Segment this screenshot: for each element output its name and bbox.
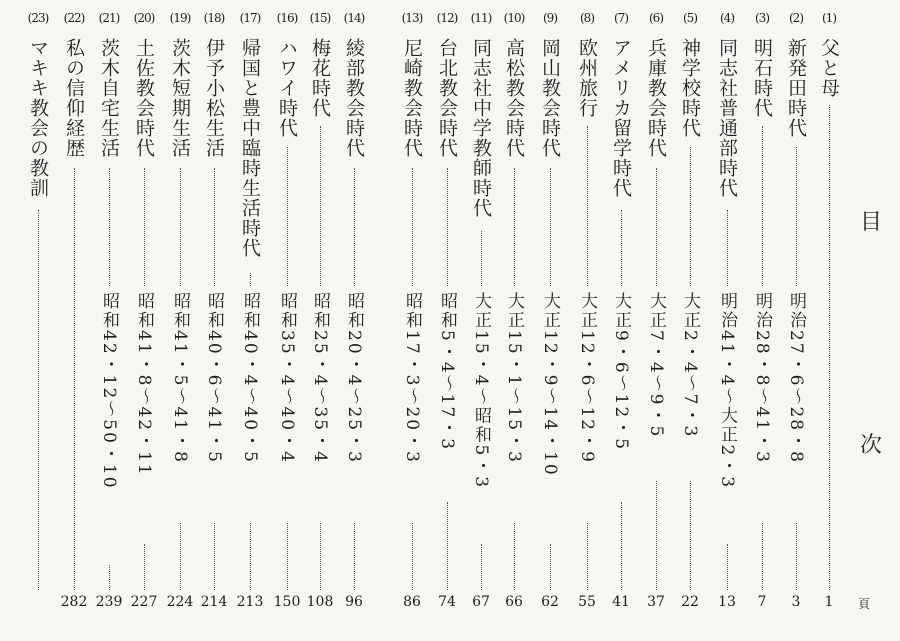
toc-heading-moku: 目 xyxy=(860,210,883,235)
entry-title: 岡山教会時代 xyxy=(539,38,561,158)
entry-page-number: 62 xyxy=(541,594,559,610)
entry-number: (23) xyxy=(27,11,49,25)
leader-dots xyxy=(587,523,588,590)
leader-dots xyxy=(762,523,763,590)
leader-dots xyxy=(727,544,728,590)
toc-entry[interactable] xyxy=(124,0,164,641)
leader-dots xyxy=(287,147,288,286)
entry-dates: 大正15・4〜昭和5・3 xyxy=(471,292,491,490)
entry-dates: 昭和5・4〜17・3 xyxy=(437,292,457,452)
entry-number: (13) xyxy=(401,11,423,25)
entry-title: 明石時代 xyxy=(751,38,773,118)
leader-dots xyxy=(481,544,482,590)
entry-title: 茨木短期生活 xyxy=(169,38,191,158)
entry-number: (12) xyxy=(436,11,458,25)
leader-dots xyxy=(587,126,588,286)
entry-page-number: 55 xyxy=(578,594,596,610)
toc-entry[interactable] xyxy=(567,0,607,641)
toc-entry[interactable] xyxy=(742,0,782,641)
entry-title: マキキ教会の教訓 xyxy=(27,38,49,198)
entry-title: 帰国と豊中臨時生活時代 xyxy=(239,38,261,258)
entry-dates: 明治41・4〜大正2・3 xyxy=(717,292,737,490)
entry-page-number: 150 xyxy=(273,594,301,610)
entry-page-number: 96 xyxy=(345,594,363,610)
entry-page-number: 13 xyxy=(718,594,736,610)
entry-title: 私の信仰経歴 xyxy=(63,38,85,158)
leader-dots xyxy=(762,126,763,286)
entry-number: (7) xyxy=(614,11,628,25)
leader-dots xyxy=(320,126,321,286)
entry-dates: 明治27・6〜28・8 xyxy=(786,292,806,464)
entry-page-number: 37 xyxy=(647,594,665,610)
leader-dots xyxy=(180,523,181,590)
toc-heading-ji: 次 xyxy=(860,433,883,458)
toc-entry[interactable] xyxy=(776,0,816,641)
leader-dots xyxy=(109,168,110,286)
entry-page-number: 213 xyxy=(236,594,264,610)
entry-title: ハワイ時代 xyxy=(276,38,298,138)
entry-title: 茨木自宅生活 xyxy=(98,38,120,158)
entry-number: (18) xyxy=(203,11,225,25)
toc-entry[interactable] xyxy=(392,0,432,641)
toc-entry[interactable] xyxy=(267,0,307,641)
leader-dots xyxy=(796,147,797,286)
entry-dates: 大正12・9〜14・10 xyxy=(540,292,560,477)
entry-page-number: 74 xyxy=(438,594,456,610)
entry-page-number: 239 xyxy=(95,594,123,610)
entry-number: (2) xyxy=(789,11,803,25)
toc-entry[interactable] xyxy=(194,0,234,641)
entry-title: アメリカ留学時代 xyxy=(610,38,632,198)
entry-dates: 昭和42・12〜50・10 xyxy=(99,292,119,490)
entry-page-number: 108 xyxy=(306,594,334,610)
leader-dots xyxy=(214,523,215,590)
entry-title: 台北教会時代 xyxy=(436,38,458,158)
entry-dates: 昭和40・6〜41・5 xyxy=(204,292,224,464)
entry-number: (15) xyxy=(309,11,331,25)
page-column-label: 頁 xyxy=(858,597,871,611)
entry-page-number: 214 xyxy=(200,594,228,610)
leader-dots xyxy=(447,168,448,286)
entry-page-number: 41 xyxy=(612,594,630,610)
entry-dates: 昭和41・8〜42・11 xyxy=(134,292,154,477)
entry-number: (9) xyxy=(543,11,557,25)
leader-dots xyxy=(38,210,39,590)
entry-title: 土佐教会時代 xyxy=(133,38,155,158)
leader-dots xyxy=(447,502,448,590)
leader-dots xyxy=(354,523,355,590)
entry-number: (8) xyxy=(580,11,594,25)
entry-page-number: 1 xyxy=(824,594,834,610)
entry-title: 伊予小松生活 xyxy=(203,38,225,158)
entry-title: 神学校時代 xyxy=(679,38,701,138)
entry-dates: 大正7・4〜9・5 xyxy=(646,292,666,439)
toc-entry[interactable] xyxy=(230,0,270,641)
entry-dates: 昭和41・5〜41・8 xyxy=(170,292,190,464)
leader-dots xyxy=(109,565,110,590)
entry-dates: 大正15・1〜15・3 xyxy=(504,292,524,464)
entry-dates: 大正12・6〜12・9 xyxy=(577,292,597,464)
entry-dates: 昭和17・3〜20・3 xyxy=(402,292,422,464)
entry-dates: 昭和40・4〜40・5 xyxy=(240,292,260,464)
toc-entry[interactable] xyxy=(427,0,467,641)
entry-page-number: 66 xyxy=(505,594,523,610)
entry-page-number: 67 xyxy=(472,594,490,610)
entry-number: (3) xyxy=(755,11,769,25)
leader-dots xyxy=(796,523,797,590)
entry-number: (1) xyxy=(822,11,836,25)
toc-entry[interactable] xyxy=(54,0,94,641)
toc-entry[interactable] xyxy=(89,0,129,641)
entry-title: 兵庫教会時代 xyxy=(645,38,667,158)
entry-number: (5) xyxy=(683,11,697,25)
entry-number: (14) xyxy=(343,11,365,25)
leader-dots xyxy=(74,168,75,590)
leader-dots xyxy=(214,168,215,286)
leader-dots xyxy=(829,105,830,590)
leader-dots xyxy=(514,523,515,590)
entry-title: 新発田時代 xyxy=(785,38,807,138)
toc-entry[interactable] xyxy=(601,0,641,641)
leader-dots xyxy=(250,273,251,286)
leader-dots xyxy=(354,168,355,286)
leader-dots xyxy=(656,481,657,590)
entry-title: 高松教会時代 xyxy=(503,38,525,158)
toc-entry[interactable] xyxy=(160,0,200,641)
entry-title: 尼崎教会時代 xyxy=(401,38,423,158)
toc-entry[interactable] xyxy=(707,0,747,641)
entry-dates: 明治28・8〜41・3 xyxy=(752,292,772,464)
entry-page-number: 22 xyxy=(681,594,699,610)
entry-number: (4) xyxy=(720,11,734,25)
leader-dots xyxy=(656,168,657,286)
entry-title: 梅花時代 xyxy=(309,38,331,118)
entry-title: 綾部教会時代 xyxy=(343,38,365,158)
toc-entry[interactable] xyxy=(18,0,58,641)
entry-page-number: 7 xyxy=(757,594,767,610)
entry-page-number: 3 xyxy=(791,594,801,610)
entry-title: 欧州旅行 xyxy=(576,38,598,118)
entry-number: (6) xyxy=(649,11,663,25)
leader-dots xyxy=(481,231,482,286)
leader-dots xyxy=(690,481,691,590)
leader-dots xyxy=(621,502,622,590)
leader-dots xyxy=(320,523,321,590)
entry-number: (17) xyxy=(239,11,261,25)
entry-page-number: 282 xyxy=(60,594,88,610)
leader-dots xyxy=(727,210,728,286)
leader-dots xyxy=(514,168,515,286)
entry-number: (21) xyxy=(98,11,120,25)
entry-number: (16) xyxy=(276,11,298,25)
leader-dots xyxy=(550,168,551,286)
entry-title: 同志社普通部時代 xyxy=(716,38,738,198)
leader-dots xyxy=(550,544,551,590)
toc-entry[interactable] xyxy=(530,0,570,641)
entry-dates: 昭和25・4〜35・4 xyxy=(310,292,330,464)
leader-dots xyxy=(144,168,145,286)
entry-dates: 大正2・4〜7・3 xyxy=(680,292,700,439)
entry-number: (20) xyxy=(133,11,155,25)
toc-entry[interactable] xyxy=(461,0,501,641)
toc-entry[interactable] xyxy=(670,0,710,641)
leader-dots xyxy=(412,523,413,590)
entry-number: (19) xyxy=(169,11,191,25)
entry-page-number: 224 xyxy=(166,594,194,610)
entry-dates: 大正9・6〜12・5 xyxy=(611,292,631,452)
leader-dots xyxy=(144,544,145,590)
leader-dots xyxy=(180,168,181,286)
entry-page-number: 86 xyxy=(403,594,421,610)
toc-entry[interactable] xyxy=(334,0,374,641)
entry-number: (22) xyxy=(63,11,85,25)
entry-page-number: 227 xyxy=(130,594,158,610)
entry-number: (10) xyxy=(503,11,525,25)
entry-title: 父と母 xyxy=(818,38,840,98)
toc-entry[interactable] xyxy=(636,0,676,641)
leader-dots xyxy=(621,210,622,286)
entry-dates: 昭和20・4〜25・3 xyxy=(344,292,364,464)
entry-title: 同志社中学教師時代 xyxy=(470,38,492,218)
entry-number: (11) xyxy=(470,11,492,25)
leader-dots xyxy=(287,523,288,590)
leader-dots xyxy=(412,168,413,286)
leader-dots xyxy=(690,147,691,286)
leader-dots xyxy=(250,523,251,590)
entry-dates: 昭和35・4〜40・4 xyxy=(277,292,297,464)
